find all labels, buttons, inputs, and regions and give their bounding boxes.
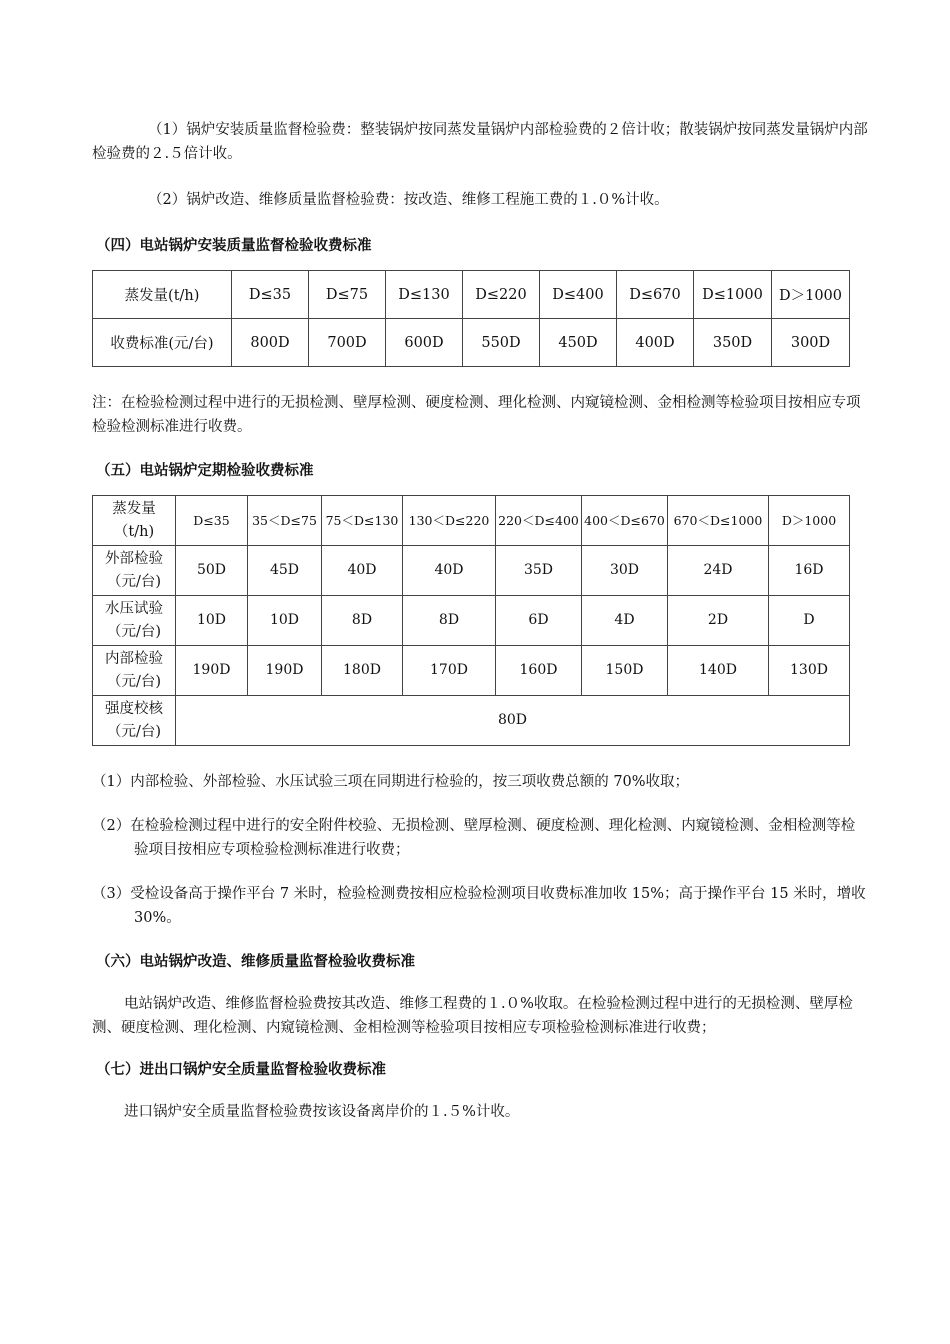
table-cell: 30D [582,546,668,596]
table-cell: 130＜D≤220 [403,496,496,546]
paragraph-boiler-installation-fee: （1）锅炉安装质量监督检验费：整装锅炉按同蒸发量锅炉内部检验费的２倍计收；散装锅炉按同蒸发量锅炉内部检验费的２.５倍计收。 [92,122,868,162]
table-row [93,596,850,646]
table-cell: 190D [248,646,322,696]
table-cell: 160D [496,646,582,696]
table-row [93,696,850,746]
paragraph-power-boiler-renovation: 电站锅炉改造、维修监督检验费按其改造、维修工程费的１.０%收取。在检验检测过程中进行的无损检测、壁厚检测、硬度检测、理化检测、内窥镜检测、金相检测等检验项目按相应专项检验检测标准进行收费； [92,996,853,1036]
row-header-strength-check: 强度校核（元/台) [93,696,176,746]
table-cell: D≤75 [309,271,386,319]
table-cell: 170D [403,646,496,696]
table-cell: 50D [176,546,248,596]
paragraph-boiler-renovation-fee: （2）锅炉改造、维修质量监督检验费：按改造、维修工程施工费的１.０%计收。 [148,192,669,208]
table-cell: D＞1000 [772,271,850,319]
section-heading-4: （四）电站锅炉安装质量监督检验收费标准 [96,238,372,254]
table-cell: 16D [769,546,850,596]
table-cell: D≤1000 [694,271,772,319]
table-cell: 2D [668,596,769,646]
table-row [93,271,850,319]
section-heading-7: （七）进出口锅炉安全质量监督检验收费标准 [96,1062,386,1078]
table-cell: D≤35 [176,496,248,546]
table-cell: 8D [403,596,496,646]
table-cell: 450D [540,319,617,367]
row-header-evaporation: 蒸发量(t/h) [93,271,232,319]
table-cell: 140D [668,646,769,696]
table-cell: 350D [694,319,772,367]
row-header-hydrostatic-test: 水压试验（元/台) [93,596,176,646]
table-cell: 400＜D≤670 [582,496,668,546]
table-cell: 40D [322,546,403,596]
list-item-3: （3）受检设备高于操作平台 7 米时，检验检测费按相应检验检测项目收费标准加收 15%；高于操作平台 15 米时，增收 30%。 [92,886,866,926]
table-cell: 8D [322,596,403,646]
table-cell: 45D [248,546,322,596]
table-cell: 4D [582,596,668,646]
section-heading-6: （六）电站锅炉改造、维修质量监督检验收费标准 [96,954,415,970]
table-cell: 150D [582,646,668,696]
periodic-inspection-fee-table [92,495,850,746]
table-cell: 6D [496,596,582,646]
table-cell: 300D [772,319,850,367]
table-row [93,546,850,596]
table-cell: 670＜D≤1000 [668,496,769,546]
row-header-internal-inspection: 内部检验（元/台) [93,646,176,696]
table-cell: 35D [496,546,582,596]
table-cell: 190D [176,646,248,696]
table-cell: D≤400 [540,271,617,319]
document-page [92,118,868,1124]
table-cell: 550D [463,319,540,367]
table-cell: 220＜D≤400 [496,496,582,546]
table-row [93,646,850,696]
table-cell: D≤35 [232,271,309,319]
table-cell: 130D [769,646,850,696]
table-cell: 24D [668,546,769,596]
paragraph-import-export: 进口锅炉安全质量监督检验费按该设备离岸价的１.５%计收。 [124,1104,520,1120]
table-row [93,496,850,546]
row-header-evaporation: 蒸发量（t/h) [93,496,176,546]
table-cell: 700D [309,319,386,367]
section-heading-5: （五）电站锅炉定期检验收费标准 [96,463,314,479]
table-cell: 35＜D≤75 [248,496,322,546]
table-cell: 800D [232,319,309,367]
table-cell: D [769,596,850,646]
table-cell: 10D [248,596,322,646]
row-header-fee: 收费标准(元/台) [93,319,232,367]
table-cell: D≤670 [617,271,694,319]
table-cell: 10D [176,596,248,646]
table-cell-merged: 80D [176,696,850,746]
list-item-1: （1）内部检验、外部检验、水压试验三项在同期进行检验的，按三项收费总额的 70%收取； [92,774,690,790]
table-cell: D≤130 [386,271,463,319]
list-item-2: （2）在检验检测过程中进行的安全附件校验、无损检测、壁厚检测、硬度检测、理化检测、内窥镜检测、金相检测等检验项目按相应专项检验检测标准进行收费； [92,818,856,858]
table-cell: D≤220 [463,271,540,319]
table-cell: 75＜D≤130 [322,496,403,546]
table-row [93,319,850,367]
row-header-external-inspection: 外部检验（元/台) [93,546,176,596]
installation-fee-table [92,270,850,367]
table-cell: 180D [322,646,403,696]
table-cell: D＞1000 [769,496,850,546]
table-cell: 40D [403,546,496,596]
table-cell: 600D [386,319,463,367]
table-cell: 400D [617,319,694,367]
note-paragraph: 注：在检验检测过程中进行的无损检测、壁厚检测、硬度检测、理化检测、内窥镜检测、金相检测等检验项目按相应专项检验检测标准进行收费。 [92,395,861,435]
